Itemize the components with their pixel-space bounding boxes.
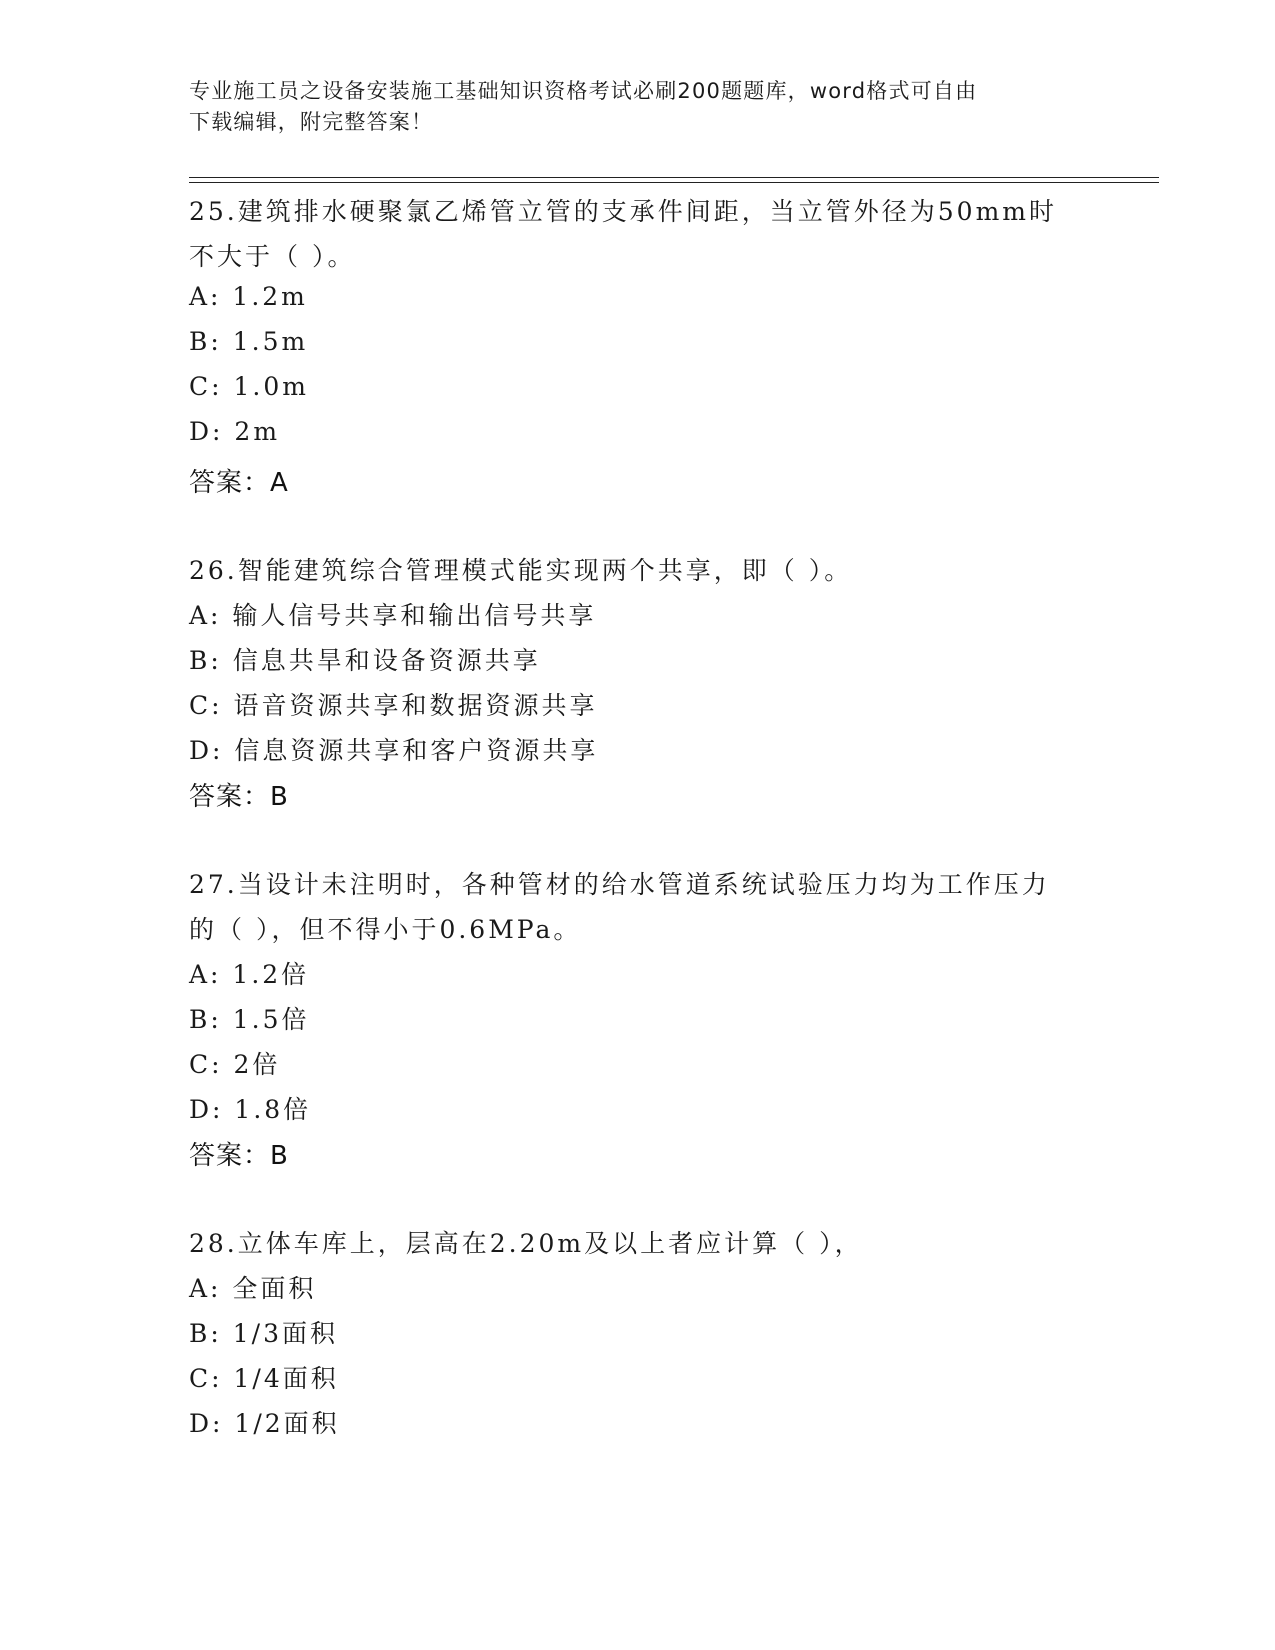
- question-27-stem-line-1: 27.当设计未注明时，各种管材的给水管道系统试验压力均为工作压力: [189, 870, 1050, 899]
- question-27-option-d: D: 1.8倍: [189, 1095, 312, 1124]
- question-25-answer: 答案：A: [189, 468, 289, 498]
- question-27-answer: 答案：B: [189, 1141, 289, 1171]
- question-27-option-c: C: 2倍: [189, 1050, 281, 1079]
- question-28-option-d: D: 1/2面积: [189, 1409, 340, 1438]
- header-divider-top: [189, 177, 1159, 178]
- question-26-answer: 答案：B: [189, 782, 289, 812]
- question-25-option-d: D: 2m: [189, 417, 281, 446]
- question-26-option-b: B: 信息共旱和设备资源共享: [189, 646, 541, 675]
- question-28-option-b: B: 1/3面积: [189, 1319, 338, 1348]
- header-divider-bottom: [189, 182, 1159, 183]
- question-25-option-b: B: 1.5m: [189, 327, 309, 356]
- question-25-stem-line-1: 25.建筑排水硬聚氯乙烯管立管的支承件间距，当立管外径为50mm时: [189, 197, 1057, 226]
- question-25-option-a: A: 1.2m: [189, 282, 308, 311]
- question-27-stem-line-2: 的（ ），但不得小于0.6MPa。: [189, 915, 582, 944]
- question-28-stem-line-1: 28.立体车库上，层高在2.20m及以上者应计算（ ），: [189, 1229, 863, 1258]
- header-line-2: 下载编辑，附完整答案！: [189, 110, 434, 134]
- question-26-stem-line-1: 26.智能建筑综合管理模式能实现两个共享，即（ ）。: [189, 556, 853, 585]
- header-line-1: 专业施工员之设备安装施工基础知识资格考试必刷200题题库，word格式可自由: [189, 79, 978, 103]
- question-26-option-d: D: 信息资源共享和客户资源共享: [189, 736, 599, 765]
- question-25-option-c: C: 1.0m: [189, 372, 309, 401]
- question-26-option-a: A: 输人信号共享和输出信号共享: [189, 601, 597, 630]
- question-27-option-b: B: 1.5倍: [189, 1005, 310, 1034]
- question-25-stem-line-2: 不大于（ ）。: [189, 242, 356, 271]
- question-28-option-a: A: 全面积: [189, 1274, 317, 1303]
- question-26-option-c: C: 语音资源共享和数据资源共享: [189, 691, 598, 720]
- document-header: [189, 76, 1069, 138]
- question-28-option-c: C: 1/4面积: [189, 1364, 339, 1393]
- question-27-option-a: A: 1.2倍: [189, 960, 310, 989]
